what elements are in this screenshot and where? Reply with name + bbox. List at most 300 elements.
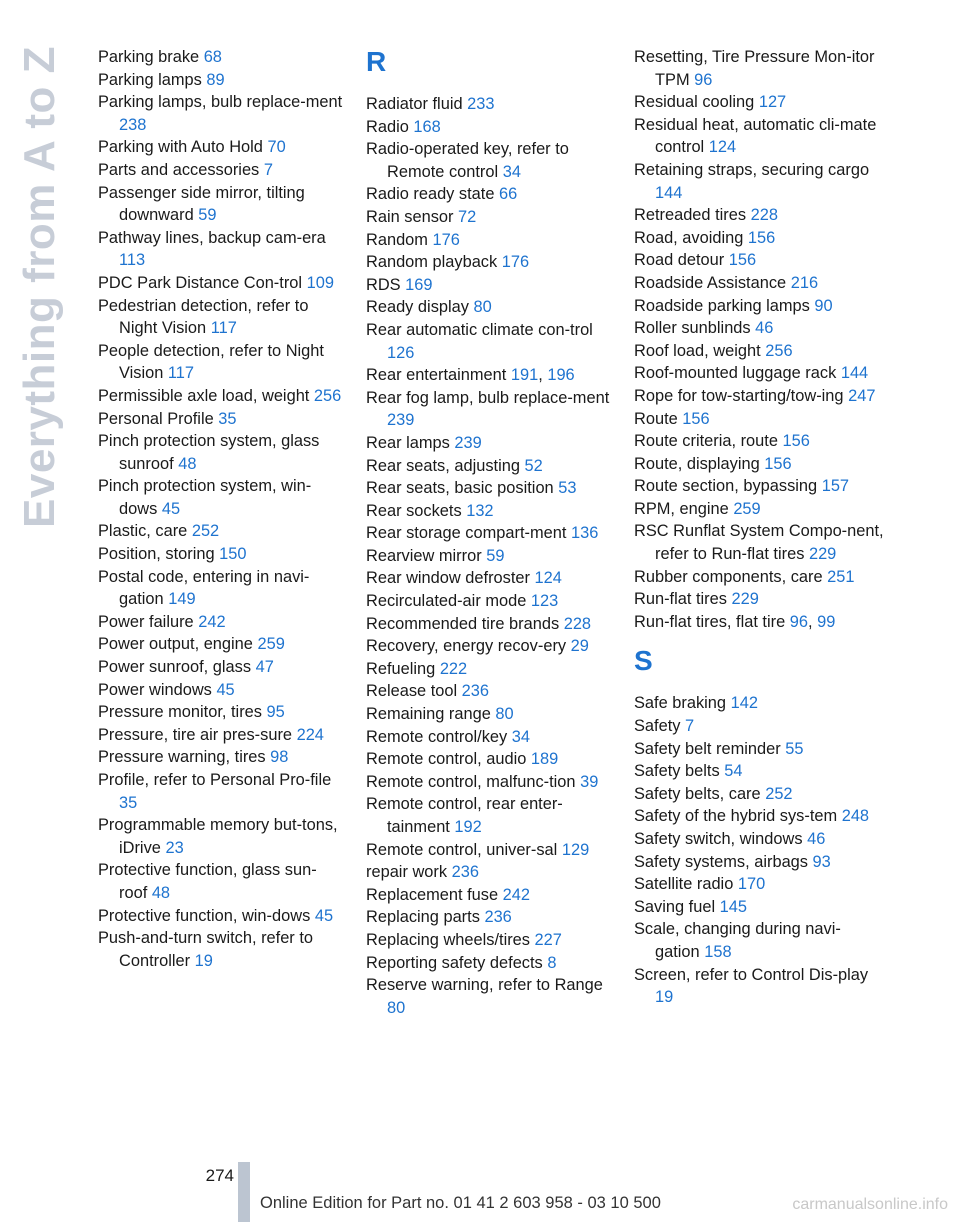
page-link[interactable]: 136 [570,524,599,543]
page-link[interactable]: 99 [817,612,836,631]
index-term: Rain sensor [366,207,459,226]
index-entry [366,613,616,636]
index-entry [98,543,343,566]
page-link[interactable]: 228 [563,614,592,633]
index-term: Safety switch, windows [634,830,808,848]
page-link[interactable]: 251 [827,567,855,586]
index-entry [634,805,884,828]
page-link[interactable]: 55 [785,739,804,758]
index-term: Passenger side mirror, tilting downward [98,183,305,225]
index-term: Rear storage compart-ment [366,524,571,543]
page-link[interactable]: 35 [218,409,237,428]
page-link[interactable]: 19 [194,951,213,970]
index-term: Push-and-turn switch, refer to Controller [98,929,313,970]
page-link[interactable]: 80 [495,705,514,724]
index-term: Road detour [634,251,729,270]
index-entry [366,906,616,929]
index-entry [634,873,884,896]
page-link[interactable]: 236 [461,682,490,701]
index-entry [98,769,343,814]
page-link[interactable]: 70 [267,138,286,157]
page-link[interactable]: 191 [510,366,539,385]
index-entry [98,91,343,136]
index-entry [98,724,343,747]
page-link[interactable]: 109 [306,273,334,292]
index-entry [366,206,616,229]
index-term: Refueling [366,659,440,678]
index-entry [98,905,343,928]
index-term: Parking lamps, bulb replace-ment [98,93,343,112]
index-term: Route, displaying [634,454,765,473]
index-entry [366,929,616,952]
index-term: Rear window defroster [366,569,535,588]
page-link[interactable]: 189 [530,750,559,769]
page-link[interactable]: 238 [119,115,147,134]
index-term: Pathway lines, backup cam-era [98,228,326,247]
index-term: Road, avoiding [634,228,748,247]
index-entry [634,317,884,340]
index-term: Pinch protection system, win-dows [98,477,312,518]
page-link[interactable]: 242 [502,885,531,904]
index-term: Ready display [366,298,474,317]
index-term: Roof load, weight [634,341,766,360]
index-entry [98,927,343,972]
index-term: Safety belts, care [634,784,766,803]
page-link[interactable]: 46 [807,830,826,848]
page-link[interactable]: 117 [210,319,237,338]
page-link[interactable]: 117 [167,364,195,383]
index-entry [634,828,884,851]
index-entry [634,738,884,761]
page-link[interactable]: 158 [704,942,732,961]
index-term: Remote control/key [366,727,512,746]
page-link[interactable]: 124 [534,569,562,588]
index-entry [98,295,343,340]
index-entry [98,408,343,431]
index-entry [634,692,884,715]
index-term: Permissible axle load, weight [98,386,314,405]
page-link[interactable]: 229 [808,545,837,564]
index-term: Replacement fuse [366,885,503,904]
index-entry [366,974,616,1019]
index-entry [366,432,616,455]
index-entry [98,611,343,634]
index-term: Rear fog lamp, bulb replace-ment [366,388,610,407]
index-entry [366,590,616,613]
section-letter: S [634,645,653,677]
index-term: RPM, engine [634,499,734,518]
index-entry [98,475,343,520]
index-term: Release tool [366,682,462,701]
index-term: Pressure monitor, tires [98,703,267,722]
index-term: Residual heat, automatic cli-mate control [634,115,877,157]
page-link[interactable]: 132 [466,501,494,520]
index-term: Remote control, audio [366,750,531,769]
index-entry: Rear entertainment 191, 196 [366,366,575,385]
index-term: Rope for tow-starting/tow-ing [634,386,849,405]
index-entry [366,183,616,206]
page-link[interactable]: 168 [413,117,441,136]
index-term: Power output, engine [98,635,258,654]
page-link[interactable]: 48 [178,454,197,473]
page-link[interactable]: 8 [547,953,557,972]
index-entry [98,633,343,656]
index-term: Route criteria, route [634,432,783,451]
index-term: Scale, changing during navi-gation [634,920,841,961]
index-term: Safety [634,717,686,736]
index-entry [98,701,343,724]
index-term: Retaining straps, securing cargo [634,160,870,179]
page-link[interactable]: 72 [458,207,477,226]
index-entry [366,251,616,274]
index-term: Run-flat tires [634,590,732,609]
index-entry [98,430,343,475]
index-entry [98,340,343,385]
page-link[interactable]: 239 [454,433,482,452]
index-term: Remote control, malfunc-tion [366,772,581,791]
index-term: Safety belt reminder [634,739,786,758]
page-link[interactable]: 156 [782,432,810,451]
index-term: Rear lamps [366,433,455,452]
section-letter: R [366,46,387,77]
index-entry [634,783,884,806]
index-term: Parts and accessories [98,160,264,179]
page-link[interactable]: 216 [790,273,819,292]
index-entry [98,859,343,904]
index-term: Rubber components, care [634,567,828,586]
index-entry [366,567,616,590]
index-entry [366,658,616,681]
page-link[interactable]: 95 [266,703,285,722]
page-link[interactable]: 196 [547,366,575,385]
page-link[interactable]: 34 [502,162,521,181]
index-entry [634,408,884,431]
page-link[interactable]: 23 [165,838,184,857]
index-entry [98,227,343,272]
index-entry [366,861,616,884]
page-link[interactable]: 142 [730,694,758,713]
page-link[interactable]: 256 [313,386,342,405]
page-link[interactable]: 150 [219,545,247,564]
page-link[interactable]: 127 [758,93,787,112]
index-term: Personal Profile [98,409,219,428]
index-term: RDS [366,275,406,294]
index-term: Profile, refer to Personal Pro-file [98,771,332,789]
index-term: PDC Park Distance Con-trol [98,273,307,292]
page-link[interactable]: 242 [198,612,226,631]
index-term: Safety belts [634,762,725,781]
index-term: Roller sunblinds [634,319,756,338]
index-term: Protective function, glass sun-roof [98,861,317,902]
index-entry [366,229,616,252]
section-gap [634,633,884,645]
index-term: Safe braking [634,694,731,713]
index-term: Residual cooling [634,93,759,112]
page-link[interactable]: 248 [841,807,870,826]
index-entry [634,520,884,565]
page-link[interactable]: 156 [682,409,710,428]
index-term: Remaining range [366,705,496,724]
index-term: Roadside parking lamps [634,296,815,315]
page-link[interactable]: 80 [473,298,492,317]
page-link[interactable]: 46 [755,319,774,338]
page-link[interactable]: 124 [708,138,737,157]
index-term: Recirculated-air mode [366,592,531,611]
index-entry [366,387,616,432]
page-link[interactable]: 228 [750,206,778,225]
page-link[interactable]: 176 [501,253,530,272]
page-link[interactable]: 233 [467,95,495,113]
index-column-2 [366,46,616,1019]
index-entry [98,520,343,543]
page-link[interactable]: 227 [534,930,562,949]
index-term: Rear entertainment [366,366,511,385]
index-entry [634,475,884,498]
index-entry [98,69,343,92]
page-link[interactable]: 224 [296,725,324,744]
page-link[interactable]: 34 [511,727,530,746]
index-term: repair work [366,863,452,882]
page-link[interactable]: 222 [439,659,468,678]
index-term: Protective function, win-dows [98,906,315,925]
index-entry [366,455,616,478]
index-term: Resetting, Tire Pressure Mon-itor TPM [634,48,875,89]
index-term: Remote control, rear enter-tainment [366,795,563,836]
index-term: Rear automatic climate con-trol [366,320,593,339]
index-entry [634,91,884,114]
page-link[interactable]: 169 [405,275,433,294]
index-term: Rear seats, basic position [366,479,559,498]
index-term: Power failure [98,612,199,631]
index-entry [366,93,616,116]
index-column-3 [634,46,884,1009]
index-term: Route section, bypassing [634,477,822,496]
index-term: Reporting safety defects [366,953,548,972]
page-link[interactable]: 156 [764,454,792,473]
index-entry [634,851,884,874]
index-entry [634,340,884,363]
page-link[interactable]: 126 [387,343,415,362]
page-link[interactable]: 170 [737,875,766,894]
page-link[interactable]: 144 [655,183,683,202]
index-entry [634,760,884,783]
page-link[interactable]: 7 [263,160,273,179]
index-entry [634,430,884,453]
page-link[interactable]: 145 [719,897,748,916]
page-link[interactable]: 29 [570,637,589,656]
footer-bar [238,1162,250,1222]
index-column-1 [98,46,343,972]
index-term: Power sunroof, glass [98,658,256,677]
page-link[interactable]: 239 [387,411,415,430]
index-entry [634,362,884,385]
index-entry [366,680,616,703]
index-term: Radio-operated key, refer to Remote control [366,140,569,181]
index-term: Replacing wheels/tires [366,930,535,949]
index-entry [634,46,884,91]
index-term: Pinch protection system, glass sunroof [98,432,320,473]
index-entry [366,500,616,523]
index-term: Safety of the hybrid sys-tem [634,807,842,826]
index-entry [98,46,343,69]
index-term: Saving fuel [634,897,720,916]
index-entry [98,159,343,182]
index-entry [98,182,343,227]
page-link[interactable]: 96 [694,70,713,89]
index-entry [366,274,616,297]
page-link[interactable]: 252 [765,784,793,803]
index-entry [634,159,884,204]
index-term: Recovery, energy recov-ery [366,637,571,656]
page-link[interactable]: 156 [747,228,776,247]
index-entry [366,726,616,749]
index-term: Run-flat tires, flat tire [634,612,790,631]
page-link[interactable]: 54 [724,762,743,781]
page-link[interactable]: 90 [814,296,833,315]
index-entry [366,319,616,364]
index-entry [634,204,884,227]
page-link[interactable]: 149 [168,590,196,609]
page-link[interactable]: 19 [655,988,674,1007]
page-link[interactable]: 59 [198,206,217,225]
index-term: Safety systems, airbags [634,852,813,871]
index-entry [98,385,343,408]
index-entry [366,522,616,545]
page-link[interactable]: 45 [161,499,181,518]
index-entry [366,952,616,975]
index-entry [634,385,884,408]
index-term: Power windows [98,680,217,699]
index-entry [634,588,884,611]
page-link[interactable]: 259 [733,499,761,518]
index-entry [634,498,884,521]
index-entry [98,814,343,859]
page-link[interactable]: 98 [270,748,289,767]
index-term: Position, storing [98,545,220,564]
index-term: Pressure warning, tires [98,748,271,767]
index-term: Pedestrian detection, refer to Night Vision [98,296,309,338]
index-entry: Run-flat tires, flat tire 96, 99 [634,612,836,631]
index-entry [98,746,343,769]
page-link[interactable]: 48 [151,883,171,902]
page-link[interactable]: 53 [558,479,577,498]
page-link[interactable]: 93 [812,852,831,871]
page-link[interactable]: 192 [454,818,482,836]
index-entry [366,703,616,726]
page-link[interactable]: 52 [524,456,543,475]
index-entry [634,114,884,159]
index-term: Route [634,409,683,428]
index-entry [366,635,616,658]
page-link[interactable]: 247 [848,386,876,405]
side-title: Everything from A to Z [15,46,64,528]
index-entry [366,116,616,139]
index-entry [634,249,884,272]
index-term: Radio ready state [366,185,500,204]
page-link[interactable]: 45 [314,906,334,925]
index-entry [366,138,616,183]
index-term: Rear seats, adjusting [366,456,525,475]
index-term: Satellite radio [634,875,738,894]
index-entry [634,566,884,589]
watermark: carmanualsonline.info [792,1196,948,1213]
index-term: Random [366,230,433,249]
index-term: RSC Runflat System Compo-nent, refer to Run-flat tires [634,522,884,564]
footer-edition-text: Online Edition for Part no. 01 41 2 603 958 - 03 10 500 [260,1194,661,1212]
index-entry [366,884,616,907]
page-link[interactable]: 89 [206,70,225,89]
page-link[interactable]: 259 [257,635,285,654]
index-term: Parking brake [98,48,204,66]
page-link[interactable]: 157 [821,477,850,496]
index-entry [634,964,884,1009]
page-link[interactable]: 68 [203,48,222,66]
page-link[interactable]: 123 [530,592,559,611]
index-entry [98,136,343,159]
index-entry [634,272,884,295]
index-term: Programmable memory but-tons, iDrive [98,816,338,857]
index-entry [366,793,616,838]
index-entry [634,896,884,919]
index-entry [366,771,616,794]
index-term: Rearview mirror [366,546,487,565]
index-term: Screen, refer to Control Dis-play [634,965,869,984]
index-entry [634,227,884,250]
page-link[interactable]: 156 [728,251,757,270]
index-entry [634,295,884,318]
page-link[interactable]: 7 [685,717,695,736]
index-entry [98,272,343,295]
page-link[interactable]: 144 [840,364,869,383]
index-entry [634,453,884,476]
index-term: Radio [366,117,414,136]
page-link[interactable]: 35 [119,793,138,812]
index-term: People detection, refer to Night Vision [98,341,324,383]
index-term: Reserve warning, refer to Range [366,976,603,995]
page-link[interactable]: 229 [731,590,759,609]
page-link[interactable]: 113 [119,251,146,270]
page-link[interactable]: 39 [580,772,599,791]
index-entry [366,545,616,568]
index-term: Parking lamps [98,70,207,89]
index-entry [98,566,343,611]
page-link[interactable]: 176 [432,230,460,249]
page-link[interactable]: 256 [765,341,793,360]
index-term: Parking with Auto Hold [98,138,268,157]
index-entry [634,918,884,963]
page-link[interactable]: 66 [499,185,518,204]
page-link[interactable]: 47 [255,658,274,677]
page-link[interactable]: 129 [561,840,590,859]
page-number: 274 [205,1166,234,1185]
index-term: Radiator fluid [366,95,468,113]
page-link[interactable]: 96 [789,612,808,631]
index-entry [634,715,884,738]
page-link[interactable]: 236 [484,908,512,927]
page-link[interactable]: 59 [486,546,505,565]
index-term: Postal code, entering in navi-gation [98,567,310,609]
page-link[interactable]: 45 [216,680,235,699]
index-term: Replacing parts [366,908,485,927]
index-term: Retreaded tires [634,206,751,225]
page-link[interactable]: 252 [191,522,220,541]
index-term: Remote control, univer-sal [366,840,562,859]
index-term: Pressure, tire air pres-sure [98,725,297,744]
page-link[interactable]: 80 [387,998,406,1017]
index-entry [366,477,616,500]
index-entry [366,296,616,319]
page-link[interactable]: 236 [451,863,479,882]
